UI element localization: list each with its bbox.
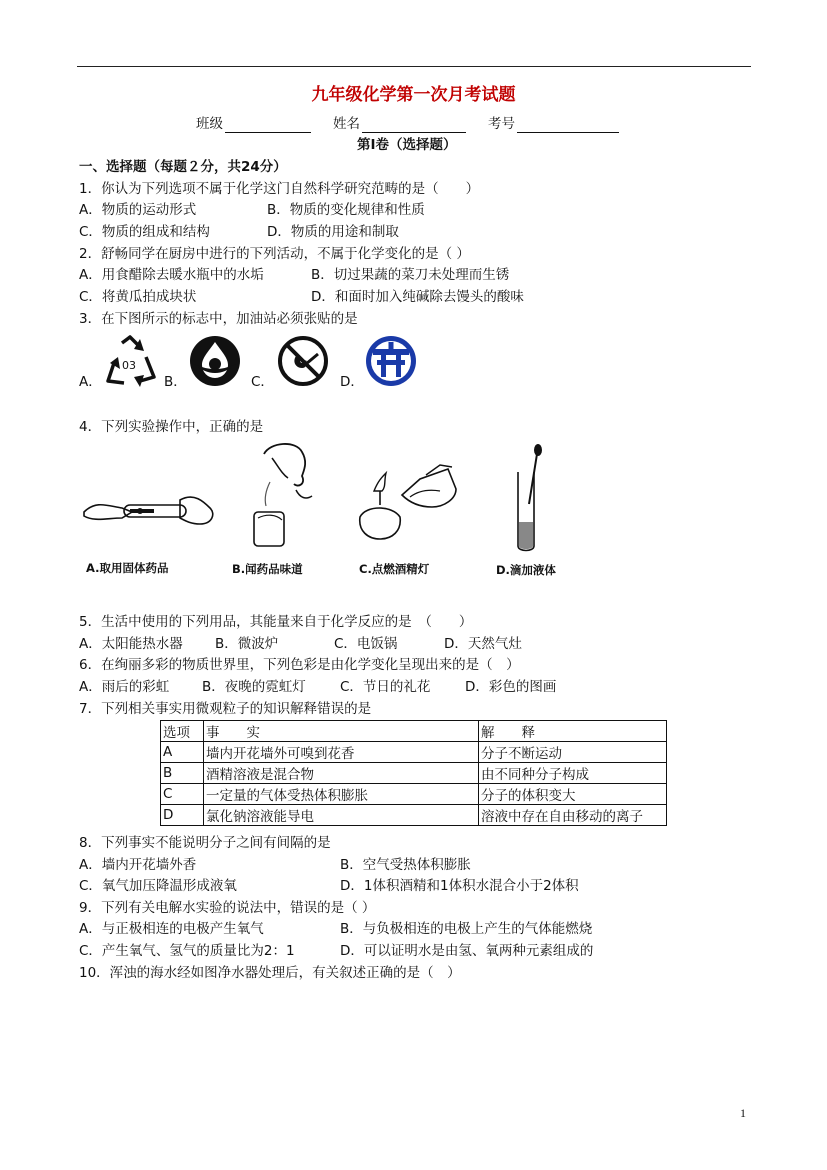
q9-option-b: B．与负极相连的电极上产生的气体能燃烧 — [340, 921, 593, 937]
table-row — [161, 763, 667, 784]
smelling-reagent-illustration-icon — [236, 440, 316, 552]
q6-option-c: C．节日的礼花 — [340, 679, 431, 695]
q1-option-b: B．物质的变化规律和性质 — [267, 202, 425, 218]
q2-option-d: D．和面时加入纯碱除去馒头的酸味 — [311, 289, 524, 305]
header-fact: 事 实 — [204, 721, 479, 742]
q4-caption-d: D.滴加液体 — [496, 563, 556, 577]
row-explain: 分子不断运动 — [479, 742, 667, 763]
blue-emblem-sign-icon — [364, 334, 418, 388]
q5-option-d: D．天然气灶 — [444, 636, 522, 652]
q3-option-a: A． — [79, 374, 102, 390]
page-number: 1 — [740, 1106, 746, 1120]
row-fact: 酒精溶液是混合物 — [204, 763, 479, 784]
name-blank[interactable] — [362, 118, 466, 133]
class-blank[interactable] — [225, 118, 311, 133]
header-rule — [77, 66, 751, 67]
class-field — [196, 115, 311, 133]
row-option: B — [161, 763, 204, 784]
dropping-liquid-illustration-icon — [504, 442, 550, 554]
q2-option-c: C．将黄瓜拍成块状 — [79, 289, 197, 305]
q8-option-c: C．氧气加压降温形成液氧 — [79, 878, 237, 894]
q5-option-b: B．微波炉 — [215, 636, 279, 652]
q9-stem: 9．下列有关电解水实验的说法中，错误的是（ ） — [79, 900, 376, 916]
row-fact: 墙内开花墙外可嗅到花香 — [204, 742, 479, 763]
q3-option-c: C． — [251, 374, 274, 390]
table-row — [161, 805, 667, 826]
q4-caption-a: A.取用固体药品 — [86, 561, 169, 575]
name-label: 姓名 — [333, 116, 360, 132]
q2-stem: 2．舒畅同学在厨房中进行的下列活动，不属于化学变化的是（ ） — [79, 246, 470, 262]
row-explain: 由不同种分子构成 — [479, 763, 667, 784]
q8-stem: 8．下列事实不能说明分子之间有间隔的是 — [79, 835, 331, 851]
row-option: C — [161, 784, 204, 805]
q2-option-a: A．用食醋除去暖水瓶中的水垢 — [79, 267, 264, 283]
q6-option-b: B．夜晚的霓虹灯 — [202, 679, 306, 695]
recycle-sign-icon — [100, 333, 160, 389]
q6-option-a: A．雨后的彩虹 — [79, 679, 170, 695]
volume-title: 第Ⅰ卷（选择题） — [357, 137, 457, 153]
q6-option-d: D．彩色的图画 — [465, 679, 557, 695]
lighting-lamp-illustration-icon — [352, 455, 462, 547]
section-title: 一、选择题（每题２分，共24分） — [79, 159, 287, 175]
q9-option-c: C．产生氧气、氢气的质量比为2：1 — [79, 943, 295, 959]
row-option: A — [161, 742, 204, 763]
q6-stem: 6．在绚丽多彩的物质世界里，下列色彩是由化学变化呈现出来的是（ ） — [79, 657, 520, 673]
row-fact: 一定量的气体受热体积膨胀 — [204, 784, 479, 805]
name-field — [333, 115, 466, 133]
table-row — [161, 784, 667, 805]
id-label: 考号 — [488, 116, 515, 132]
q4-caption-b: B.闻药品味道 — [232, 562, 303, 576]
q9-option-a: A．与正极相连的电极产生氧气 — [79, 921, 264, 937]
q4-caption-c: C.点燃酒精灯 — [359, 562, 430, 576]
q4-stem: 4．下列实验操作中，正确的是 — [79, 419, 264, 435]
row-explain: 分子的体积变大 — [479, 784, 667, 805]
id-field — [488, 115, 619, 133]
q3-option-b: B． — [164, 374, 187, 390]
id-blank[interactable] — [517, 118, 619, 133]
q5-stem: 5．生活中使用的下列用品，其能量来自于化学反应的是 （ ） — [79, 614, 473, 630]
solid-reagent-illustration-icon — [80, 478, 220, 538]
q5-option-c: C．电饭锅 — [334, 636, 398, 652]
page-title: 九年级化学第一次月考试题 — [311, 85, 516, 105]
q1-option-a: A．物质的运动形式 — [79, 202, 197, 218]
q3-option-d: D． — [340, 374, 364, 390]
row-fact: 氯化钠溶液能导电 — [204, 805, 479, 826]
q2-option-b: B．切过果蔬的菜刀未处理而生锈 — [311, 267, 510, 283]
q1-option-d: D．物质的用途和制取 — [267, 224, 399, 240]
q1-stem: 1．你认为下列选项不属于化学这门自然科学研究范畴的是（ ） — [79, 181, 480, 197]
q10-stem: 10．浑浊的海水经如图净水器处理后，有关叙述正确的是（ ） — [79, 965, 461, 981]
q8-option-a: A．墙内开花墙外香 — [79, 857, 197, 873]
q7-stem: 7．下列相关事实用微观粒子的知识解释错误的是 — [79, 701, 372, 717]
no-smoking-sign-icon — [276, 334, 330, 388]
q9-option-d: D．可以证明水是由氢、氧两种元素组成的 — [340, 943, 594, 959]
row-option: D — [161, 805, 204, 826]
q1-option-c: C．物质的组成和结构 — [79, 224, 210, 240]
q7-table — [160, 720, 667, 826]
q3-stem: 3．在下图所示的标志中，加油站必须张贴的是 — [79, 311, 358, 327]
q5-option-a: A．太阳能热水器 — [79, 636, 183, 652]
table-row — [161, 742, 667, 763]
class-label: 班级 — [196, 116, 223, 132]
header-option: 选项 — [161, 721, 204, 742]
row-explain: 溶液中存在自由移动的离子 — [479, 805, 667, 826]
recycle-code: 03 — [122, 359, 136, 372]
header-explain: 解 释 — [479, 721, 667, 742]
q8-option-b: B．空气受热体积膨胀 — [340, 857, 471, 873]
water-saving-sign-icon — [188, 334, 242, 388]
q8-option-d: D．1体积酒精和1体积水混合小于2体积 — [340, 878, 579, 894]
table-header-row — [161, 721, 667, 742]
